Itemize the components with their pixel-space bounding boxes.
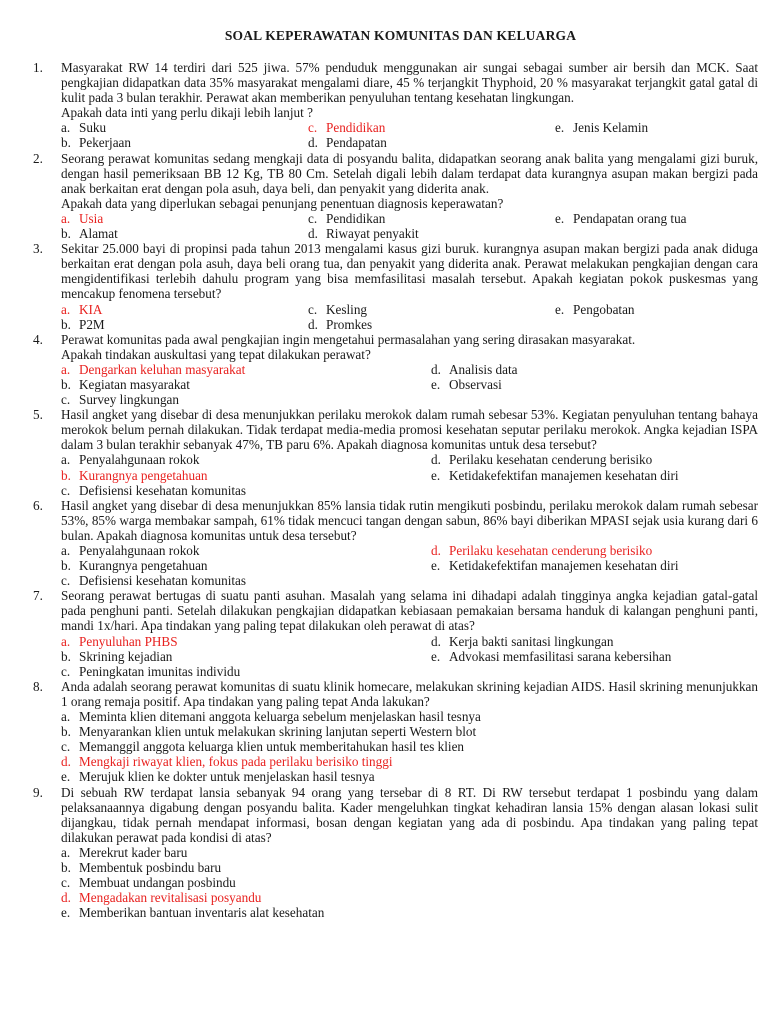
answer-options: [61, 709, 758, 784]
question-number: 9.: [33, 784, 43, 800]
question-number: 6.: [33, 497, 43, 513]
question-number: 2.: [33, 150, 43, 166]
question-number: 1.: [33, 60, 43, 75]
option-a: a. Merekrut kader baru: [61, 844, 188, 860]
question-number: 5.: [33, 407, 43, 423]
question-2: [33, 151, 758, 242]
option-c: c. Defisiensi kesehatan komunitas: [61, 482, 247, 498]
option-a: a. Suku: [61, 120, 107, 136]
option-d: d. Analisis data: [431, 361, 518, 377]
option-d: d. Riwayat penyakit: [308, 226, 419, 242]
option-d: d. Promkes: [308, 316, 373, 332]
option-d: d. Pendapatan: [308, 135, 387, 151]
option-b: b. Pekerjaan: [61, 135, 131, 151]
option-b: b. Membentuk posbindu baru: [61, 859, 222, 875]
option-e: e. Pendapatan orang tua: [555, 210, 687, 226]
option-a-correct: a. Penyuluhan PHBS: [61, 633, 178, 649]
option-a-correct: a. KIA: [61, 301, 103, 317]
option-b: b. Kegiatan masyarakat: [61, 376, 190, 392]
question-stem: Seorang perawat bertugas di suatu panti asuhan. Masalah yang selama ini dihadapi adalah tingginya angka kejadian gatal-gatal pada penghuni panti. Setelah dilakukan pengkajian didapatkan kebiasaan pemakaian bersama handuk di kalangan penghuni panti, mandi 1x/hari. Apa tindakan yang paling tepat dilakukan oleh perawat di atas?: [61, 588, 758, 634]
option-e: e. Observasi: [431, 376, 502, 392]
answer-options: [61, 302, 758, 332]
question-8: [33, 679, 758, 785]
question-stem: Sekitar 25.000 bayi di propinsi pada tahun 2013 mengalami kasus gizi buruk. kurangnya asupan makan bergizi pada anak diduga berkaitan erat dengan pola asuh, daya beli orang tua, dan penyakit yang diderita anak. Perawat melakukan pengkajian dengan cara mengidentifikasi terlebih dahulu program yang bisa memfasilitasi masalah tersebut. Apakah kegiatan pokok puskesmas yang mencakup fenomena tersebut?: [61, 241, 758, 302]
question-stem: Masyarakat RW 14 terdiri dari 525 jiwa. 57% penduduk menggunakan air sungai sebagai sumber air bersih dan MCK. Saat pengkajian didapatkan data 35% masyarakat mengalami diare, 45 % terjangkit Thyphoid, 20 % masyarakat terjangkit gatal gatal di kulit pada 3 bulan terakhir. Perawat akan memberikan penyuluhan tentang kesehatan lingkungan.: [61, 60, 758, 106]
question-ask: Apakah tindakan auskultasi yang tepat dilakukan perawat?: [61, 346, 371, 362]
option-b-correct: b. Kurangnya pengetahuan: [61, 467, 208, 483]
option-d: d. Kerja bakti sanitasi lingkungan: [431, 633, 614, 649]
answer-options: [61, 211, 758, 241]
option-e: e. Merujuk klien ke dokter untuk menjelaskan hasil tesnya: [61, 769, 375, 785]
option-b: b. Alamat: [61, 226, 118, 242]
option-e: e. Ketidakefektifan manajemen kesehatan diri: [431, 467, 679, 483]
question-stem: Anda adalah seorang perawat komunitas di suatu klinik homecare, melakukan skrining kejadian AIDS. Hasil skrining menunjukkan 1 orang remaja positif. Apa tindakan yang paling tepat Anda lakukan?: [61, 678, 758, 709]
option-c: c. Peningkatan imunitas individu: [61, 663, 241, 679]
question-ask: Apakah data inti yang perlu dikaji lebih lanjut ?: [61, 105, 313, 121]
option-a: a. Penyalahgunaan rokok: [61, 452, 200, 468]
option-e: e. Memberikan bantuan inventaris alat kesehatan: [61, 905, 325, 921]
option-c: c. Membuat undangan posbindu: [61, 875, 236, 891]
question-4: [33, 332, 758, 407]
option-d-correct: d. Mengkaji riwayat klien, fokus pada perilaku berisiko tinggi: [61, 754, 393, 770]
answer-options: [61, 452, 758, 497]
question-number: 7.: [33, 588, 43, 604]
option-b: b. Kurangnya pengetahuan: [61, 558, 208, 574]
question-7: [33, 588, 758, 679]
question-list: [33, 60, 758, 920]
question-number: 8.: [33, 678, 43, 694]
option-b: b. Skrining kejadian: [61, 648, 173, 664]
option-d: d. Perilaku kesehatan cenderung berisiko: [431, 452, 653, 468]
option-b: b. P2M: [61, 316, 105, 332]
option-d-correct: d. Perilaku kesehatan cenderung berisiko: [431, 543, 653, 558]
question-stem: Di sebuah RW terdapat lansia sebanyak 94 orang yang tersebar di 8 RT. Di RW tersebut terdapat 1 posbindu yang dalam pelaksanaannya digabung dengan posyandu balita. Kader mengeluhkan tingkat kehadiran lansia 15% dengan alasan lokasi sulit dijangkau, tidak pernah mendapat informasi, bosan dengan kegiatan yang ada di posbindu. Apa tindakan yang paling tepat dilakukan perawat pada kondisi di atas?: [61, 784, 758, 845]
option-e: e. Advokasi memfasilitasi sarana kebersihan: [431, 648, 672, 664]
option-a: a. Meminta klien ditemani anggota keluarga sebelum menjelaskan hasil tesnya: [61, 709, 481, 725]
option-a-correct: a. Dengarkan keluhan masyarakat: [61, 361, 246, 377]
option-e: e. Ketidakefektifan manajemen kesehatan diri: [431, 558, 679, 574]
answer-options: [61, 634, 758, 679]
option-d-correct: d. Mengadakan revitalisasi posyandu: [61, 890, 262, 906]
option-a: a. Penyalahgunaan rokok: [61, 543, 200, 558]
option-a-correct: a. Usia: [61, 210, 104, 226]
question-ask: Apakah data yang diperlukan sebagai penunjang penentuan diagnosis keperawatan?: [61, 195, 504, 211]
question-stem: Hasil angket yang disebar di desa menunjukkan 85% lansia tidak rutin mengikuti posbindu, perilaku merokok dalam rumah sebesar 53%, 85% warga membakar sampah, 61% tidak mencuci tangan dengan sabun, 86% bayi diberikan MPASI sejak usia kurang dari 6 bulan. Apakah diagnosa komunitas untuk desa tersebut?: [61, 497, 758, 543]
option-c: c. Defisiensi kesehatan komunitas: [61, 573, 247, 589]
document-title: SOAL KEPERAWATAN KOMUNITAS DAN KELUARGA: [224, 28, 577, 43]
answer-options: [61, 362, 758, 407]
question-6: [33, 498, 758, 589]
question-3: [33, 241, 758, 332]
answer-options: [61, 845, 758, 920]
question-stem: Seorang perawat komunitas sedang mengkaji data di posyandu balita, didapatkan seorang anak balita yang mengalami gizi buruk, dengan hasil pemeriksaan BB 12 Kg, TB 80 Cm. Setelah digali lebih dalam terdapat data kurangnya asupan makan bergizi pada anak berkaitan erat dengan pola asuh, daya beli, dan penyakit yang diderita anak.: [61, 150, 758, 196]
question-9: [33, 785, 758, 921]
option-b: b. Menyarankan klien untuk melakukan skrining lanjutan seperti Western blot: [61, 724, 477, 740]
option-c: c. Memanggil anggota keluarga klien untuk memberitahukan hasil tes klien: [61, 739, 465, 755]
option-c: c. Kesling: [308, 301, 368, 317]
question-5: [33, 407, 758, 498]
option-c: c. Pendidikan: [308, 210, 386, 226]
option-e: e. Pengobatan: [555, 301, 635, 317]
option-e: e. Jenis Kelamin: [555, 120, 649, 136]
answer-options: [61, 543, 758, 588]
option-c: c. Survey lingkungan: [61, 392, 179, 408]
question-stem: Perawat komunitas pada awal pengkajian ingin mengetahui permasalahan yang sering dirasakan masyarakat.: [61, 331, 636, 347]
question-number: 3.: [33, 241, 43, 257]
question-1: [33, 60, 758, 151]
question-stem: Hasil angket yang disebar di desa menunjukkan perilaku merokok dalam rumah sebesar 53%. Kegiatan penyuluhan tentang bahaya merokok belum pernah dilakukan. Tidak terdapat media-media promosi kesehatan seputar perilaku merokok. Angka kejadian ISPA dalam 3 bulan terakhir sebanyak 47%, TB paru 6%. Apakah diagnosa komunitas untuk desa tersebut?: [61, 407, 758, 453]
answer-options: [61, 120, 758, 150]
option-c-correct: c. Pendidikan: [308, 120, 386, 136]
question-number: 4.: [33, 331, 43, 347]
